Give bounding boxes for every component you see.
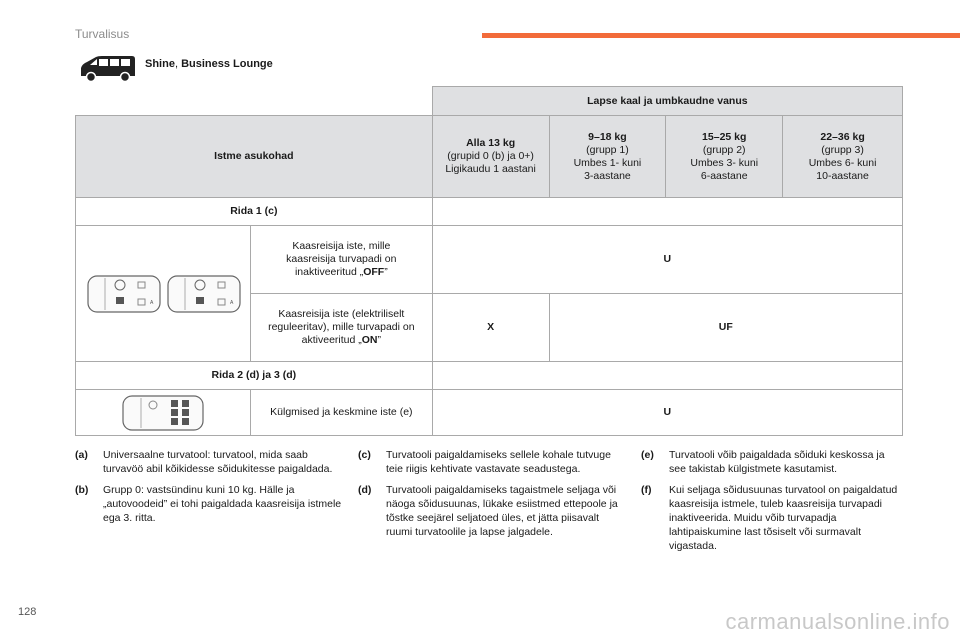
variant-shine: Shine xyxy=(145,58,175,70)
watermark: carmanualsonline.info xyxy=(725,609,950,634)
row2-value: U xyxy=(432,390,902,436)
car-top-front-seat-icon xyxy=(83,272,243,316)
car-top-rear-seats-icon xyxy=(121,394,205,432)
note-d: (d) Turvatooli paigaldamiseks tagaistmele seljaga või näoga sõidusuunas, lükake esiistmed ettepoole ja tõstke seejärel seljatoed üles, et jätta piisavalt ruumi turvatoolile ja lapse jalgadele. xyxy=(358,484,618,538)
svg-text:A: A xyxy=(149,299,154,306)
header-accent-bar xyxy=(482,33,960,38)
weight-col-1: Alla 13 kg (grupid 0 (b) ja 0+) Ligikaudu 1 aastani xyxy=(432,116,549,198)
van-icon xyxy=(78,54,138,84)
weight-col-4: 22–36 kg (grupp 3) Umbes 6- kuni 10-aastane xyxy=(783,116,903,198)
row1-seat-airbag-on: Kaasreisija iste (elektriliselt reguleeritav), mille turvapadi on aktiveeritud „ON” xyxy=(250,294,432,362)
row1-airbag-on-value-1: X xyxy=(432,294,549,362)
section-title: Turvalisus xyxy=(75,27,130,41)
note-a: (a) Universaalne turvatool: turvatool, mida saab turvavöö abil kõikidesse sõidukitesse paigaldada. xyxy=(75,449,333,475)
row1-seat-airbag-off: Kaasreisija iste, mille kaasreisija turvapadi on inaktiveeritud „OFF” xyxy=(250,226,432,294)
note-e: (e) Turvatooli võib paigaldada sõiduki keskossa ja see takistab külgistmete kasutamist. xyxy=(641,449,885,475)
weight-col-2: 9–18 kg (grupp 1) Umbes 1- kuni 3-aastane xyxy=(549,116,666,198)
seat-column-header: Istme asukohad xyxy=(76,116,433,198)
notes-column-3 xyxy=(641,448,903,560)
row1-airbag-on-value-2: UF xyxy=(549,294,902,362)
row1-seat-diagram xyxy=(76,226,251,362)
note-f: (f) Kui seljaga sõidusuunas turvatool on paigaldatud kaasreisija istmele, tuleb kaasreisija turvapadi inaktiveerida. Muidu võib turvapadja lahtipaiskumine last tõsiselt või surmavalt vigastada. xyxy=(641,484,898,552)
row1-airbag-off-value: U xyxy=(432,226,902,294)
row2-title: Rida 2 (d) ja 3 (d) xyxy=(76,362,433,390)
row2-seats-label: Külgmised ja keskmine iste (e) xyxy=(250,390,432,436)
notes-column-2 xyxy=(358,448,628,546)
note-b: (b) Grupp 0: vastsündinu kuni 10 kg. Hälle ja „autovoodeid” ei tohi paigaldada kaasreisija istmele ega 3. ritta. xyxy=(75,484,342,524)
page-number: 128 xyxy=(18,606,37,618)
child-seat-table xyxy=(75,86,903,436)
notes-column-1 xyxy=(75,448,345,532)
variant-business-lounge: Business Lounge xyxy=(181,58,273,70)
note-c: (c) Turvatooli paigaldamiseks sellele kohale tutvuge teie riigis kehtivate vastavate seadustega. xyxy=(358,449,611,475)
row1-title: Rida 1 (c) xyxy=(76,198,433,226)
weight-group-header: Lapse kaal ja umbkaudne vanus xyxy=(432,87,902,116)
weight-col-3: 15–25 kg (grupp 2) Umbes 3- kuni 6-aastane xyxy=(666,116,783,198)
vehicle-variant xyxy=(145,58,273,70)
variant-separator: , xyxy=(174,58,182,70)
row2-seat-diagram xyxy=(76,390,251,436)
svg-text:A: A xyxy=(229,299,234,306)
